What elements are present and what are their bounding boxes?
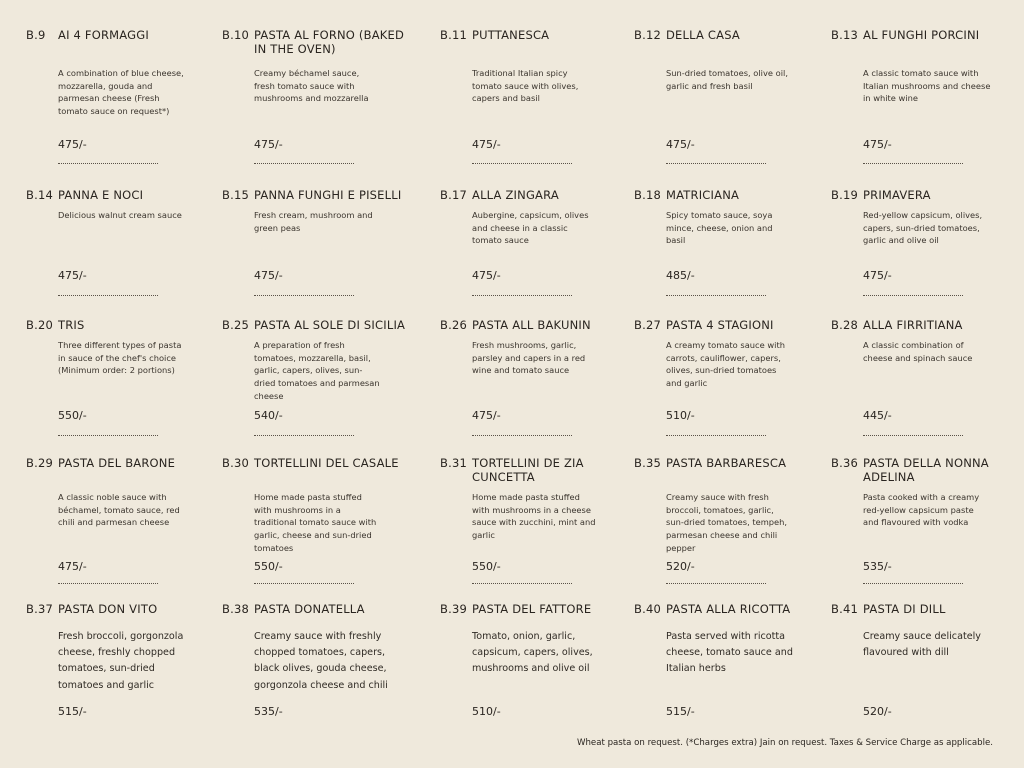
item-price: 550/- bbox=[472, 560, 501, 573]
item-description: Tomato, onion, garlic, capsicum, capers, olives, mushrooms and olive oil bbox=[472, 631, 593, 675]
item-description: Delicious walnut cream sauce bbox=[58, 210, 182, 220]
dotted-separator bbox=[58, 163, 158, 164]
item-price: 475/- bbox=[472, 138, 501, 151]
item-description: A preparation of fresh tomatoes, mozzarella, basil, garlic, capers, olives, sun-dried tomatoes and parmesan cheese bbox=[254, 340, 380, 401]
item-code: B.39 bbox=[440, 602, 467, 616]
item-description: A creamy tomato sauce with carrots, cauliflower, capers, olives, sun-dried tomatoes and garlic bbox=[666, 340, 785, 389]
item-price: 475/- bbox=[863, 269, 892, 282]
item-description: A classic combination of cheese and spinach sauce bbox=[863, 340, 973, 363]
item-price: 475/- bbox=[472, 269, 501, 282]
item-code: B.25 bbox=[222, 318, 249, 332]
item-name: ALLA ZINGARA bbox=[472, 188, 559, 202]
item-name: PASTA AL FORNO (BAKED IN THE OVEN) bbox=[254, 28, 405, 56]
item-price: 475/- bbox=[254, 269, 283, 282]
item-price: 475/- bbox=[58, 560, 87, 573]
item-code: B.14 bbox=[26, 188, 53, 202]
item-description: Fresh broccoli, gorgonzola cheese, freshly chopped tomatoes, sun-dried tomatoes and garlic bbox=[58, 631, 184, 691]
item-code: B.17 bbox=[440, 188, 467, 202]
item-name: AL FUNGHI PORCINI bbox=[863, 28, 980, 42]
item-price: 550/- bbox=[254, 560, 283, 573]
item-description: Three different types of pasta in sauce of the chef's choice (Minimum order: 2 portions) bbox=[58, 340, 182, 376]
item-code: B.28 bbox=[831, 318, 858, 332]
item-code: B.37 bbox=[26, 602, 53, 616]
item-code: B.9 bbox=[26, 28, 46, 42]
item-name: PASTA BARBARESCA bbox=[666, 456, 787, 470]
item-name: TORTELLINI DE ZIA CUNCETTA bbox=[472, 456, 584, 484]
item-name: TRIS bbox=[58, 318, 85, 332]
item-description: Traditional Italian spicy tomato sauce with olives, capers and basil bbox=[472, 68, 579, 104]
dotted-separator bbox=[863, 435, 963, 436]
dotted-separator bbox=[472, 295, 572, 296]
dotted-separator bbox=[863, 583, 963, 584]
item-price: 520/- bbox=[666, 560, 695, 573]
item-description: Sun-dried tomatoes, olive oil, garlic and fresh basil bbox=[666, 68, 788, 91]
item-name: ALLA FIRRITIANA bbox=[863, 318, 963, 332]
item-code: B.35 bbox=[634, 456, 661, 470]
dotted-separator bbox=[58, 435, 158, 436]
dotted-separator bbox=[58, 295, 158, 296]
item-name: PANNA E NOCI bbox=[58, 188, 144, 202]
item-price: 535/- bbox=[863, 560, 892, 573]
item-name: PASTA DI DILL bbox=[863, 602, 946, 616]
item-price: 475/- bbox=[58, 269, 87, 282]
item-description: Home made pasta stuffed with mushrooms in a cheese sauce with zucchini, mint and garlic bbox=[472, 492, 596, 541]
item-code: B.38 bbox=[222, 602, 249, 616]
item-description: Fresh cream, mushroom and green peas bbox=[254, 210, 373, 233]
item-code: B.41 bbox=[831, 602, 858, 616]
dotted-separator bbox=[254, 435, 354, 436]
item-price: 540/- bbox=[254, 409, 283, 422]
dotted-separator bbox=[58, 583, 158, 584]
item-description: Spicy tomato sauce, soya mince, cheese, onion and basil bbox=[666, 210, 773, 246]
item-name: PASTA ALL BAKUNIN bbox=[472, 318, 591, 332]
dotted-separator bbox=[666, 295, 766, 296]
item-name: PANNA FUNGHI E PISELLI bbox=[254, 188, 402, 202]
item-code: B.11 bbox=[440, 28, 467, 42]
item-description: Pasta served with ricotta cheese, tomato sauce and Italian herbs bbox=[666, 631, 793, 675]
item-code: B.15 bbox=[222, 188, 249, 202]
item-name: PASTA AL SOLE DI SICILIA bbox=[254, 318, 406, 332]
item-code: B.26 bbox=[440, 318, 467, 332]
dotted-separator bbox=[666, 583, 766, 584]
item-description: A classic tomato sauce with Italian mushrooms and cheese in white wine bbox=[863, 68, 991, 104]
dotted-separator bbox=[472, 163, 572, 164]
item-name: PASTA DELLA NONNA ADELINA bbox=[863, 456, 989, 484]
item-description: Fresh mushrooms, garlic, parsley and capers in a red wine and tomato sauce bbox=[472, 340, 586, 376]
item-price: 520/- bbox=[863, 705, 892, 718]
dotted-separator bbox=[863, 163, 963, 164]
item-description: Creamy béchamel sauce, fresh tomato sauce with mushrooms and mozzarella bbox=[254, 68, 369, 104]
item-price: 475/- bbox=[472, 409, 501, 422]
item-code: B.13 bbox=[831, 28, 858, 42]
item-code: B.18 bbox=[634, 188, 661, 202]
item-description: Aubergine, capsicum, olives and cheese in a classic tomato sauce bbox=[472, 210, 589, 246]
item-price: 510/- bbox=[666, 409, 695, 422]
item-code: B.12 bbox=[634, 28, 661, 42]
item-price: 510/- bbox=[472, 705, 501, 718]
item-description: Pasta cooked with a creamy red-yellow capsicum paste and flavoured with vodka bbox=[863, 492, 980, 528]
item-price: 475/- bbox=[58, 138, 87, 151]
item-description: Creamy sauce delicately flavoured with dill bbox=[863, 631, 981, 659]
dotted-separator bbox=[254, 583, 354, 584]
item-description: Creamy sauce with freshly chopped tomatoes, capers, black olives, gouda cheese, gorgonzola cheese and chili bbox=[254, 631, 388, 691]
item-code: B.20 bbox=[26, 318, 53, 332]
item-name: AI 4 FORMAGGI bbox=[58, 28, 149, 42]
item-price: 515/- bbox=[58, 705, 87, 718]
item-name: TORTELLINI DEL CASALE bbox=[254, 456, 399, 470]
item-price: 535/- bbox=[254, 705, 283, 718]
item-name: PASTA DEL FATTORE bbox=[472, 602, 592, 616]
item-price: 550/- bbox=[58, 409, 87, 422]
item-price: 515/- bbox=[666, 705, 695, 718]
item-name: PRIMAVERA bbox=[863, 188, 931, 202]
item-description: Creamy sauce with fresh broccoli, tomatoes, garlic, sun-dried tomatoes, tempeh, parmesan cheese and chili pepper bbox=[666, 492, 788, 553]
item-description: Red-yellow capsicum, olives, capers, sun-dried tomatoes, garlic and olive oil bbox=[863, 210, 983, 246]
item-name: PASTA 4 STAGIONI bbox=[666, 318, 774, 332]
dotted-separator bbox=[472, 435, 572, 436]
dotted-separator bbox=[863, 295, 963, 296]
item-price: 475/- bbox=[863, 138, 892, 151]
item-code: B.31 bbox=[440, 456, 467, 470]
item-code: B.27 bbox=[634, 318, 661, 332]
dotted-separator bbox=[666, 163, 766, 164]
item-code: B.10 bbox=[222, 28, 249, 42]
item-code: B.36 bbox=[831, 456, 858, 470]
menu-footnote: Wheat pasta on request. (*Charges extra) Jain on request. Taxes & Service Charge as applicable. bbox=[576, 738, 993, 748]
item-name: MATRICIANA bbox=[666, 188, 740, 202]
item-description: A classic noble sauce with béchamel, tomato sauce, red chili and parmesan cheese bbox=[58, 492, 180, 528]
item-price: 485/- bbox=[666, 269, 695, 282]
item-description: Home made pasta stuffed with mushrooms in a traditional tomato sauce with garlic, cheese and sun-dried tomatoes bbox=[254, 492, 377, 553]
item-name: PUTTANESCA bbox=[472, 28, 550, 42]
item-code: B.19 bbox=[831, 188, 858, 202]
dotted-separator bbox=[472, 583, 572, 584]
item-price: 475/- bbox=[666, 138, 695, 151]
item-price: 475/- bbox=[254, 138, 283, 151]
item-name: PASTA DONATELLA bbox=[254, 602, 365, 616]
dotted-separator bbox=[254, 163, 354, 164]
item-name: PASTA DON VITO bbox=[58, 602, 158, 616]
item-price: 445/- bbox=[863, 409, 892, 422]
item-name: PASTA ALLA RICOTTA bbox=[666, 602, 791, 616]
item-name: DELLA CASA bbox=[666, 28, 740, 42]
item-code: B.29 bbox=[26, 456, 53, 470]
dotted-separator bbox=[666, 435, 766, 436]
item-code: B.30 bbox=[222, 456, 249, 470]
item-description: A combination of blue cheese, mozzarella, gouda and parmesan cheese (Fresh tomato sauce on request*) bbox=[58, 68, 184, 117]
item-name: PASTA DEL BARONE bbox=[58, 456, 176, 470]
item-code: B.40 bbox=[634, 602, 661, 616]
dotted-separator bbox=[254, 295, 354, 296]
